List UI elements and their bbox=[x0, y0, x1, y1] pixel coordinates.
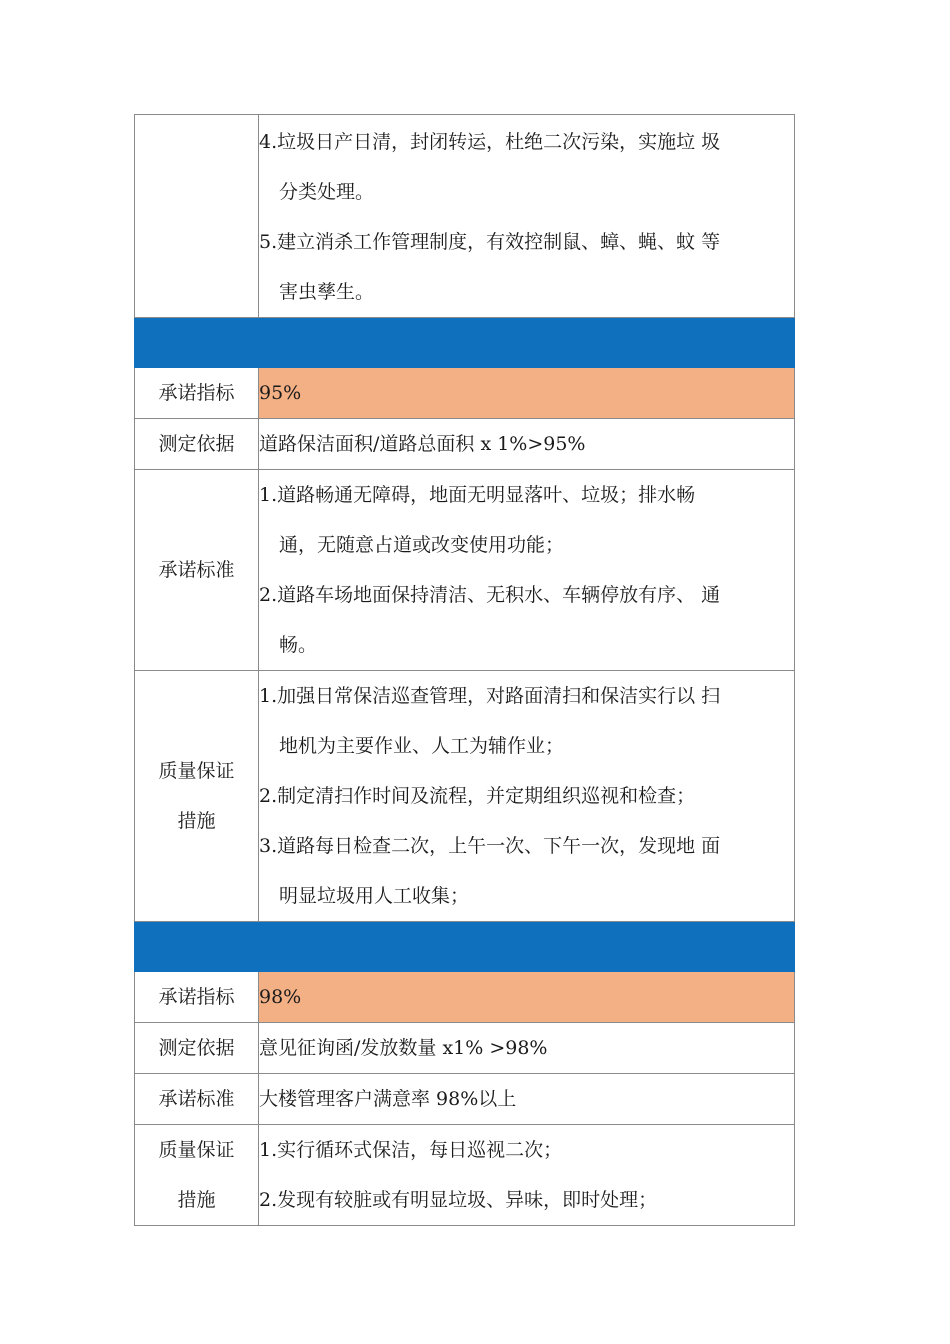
list-item: 1.实行循环式保洁，每日巡视二次； bbox=[259, 1139, 563, 1161]
table-row bbox=[135, 972, 795, 1023]
table-row bbox=[135, 671, 795, 922]
index-value bbox=[259, 972, 795, 1023]
list-item: 4.垃圾日产日清，封闭转运，杜绝二次污染，实施垃 圾 bbox=[259, 131, 721, 153]
basis-value bbox=[259, 1023, 795, 1074]
list-item: 2.制定清扫作时间及流程，并定期组织巡视和检查； bbox=[259, 785, 696, 807]
table-row bbox=[135, 470, 795, 671]
measures-label bbox=[135, 1125, 259, 1226]
list-item: 1.加强日常保洁巡查管理，对路面清扫和保洁实行以 扫 bbox=[259, 685, 721, 707]
previous-section-content bbox=[259, 115, 795, 318]
standard-label: 承诺标准 bbox=[135, 470, 259, 671]
basis-value-text: 意见征询函/发放数量 x1% >98% bbox=[259, 1037, 548, 1059]
measures-label-line1: 质量保证 bbox=[158, 760, 235, 782]
list-item: 2.道路车场地面保持清洁、无积水、车辆停放有序、 通 bbox=[259, 584, 721, 606]
basis-label: 测定依据 bbox=[135, 1023, 259, 1074]
table-row bbox=[135, 1125, 795, 1226]
section-header-bar-cell bbox=[135, 922, 795, 972]
measures-label bbox=[135, 671, 259, 922]
list-item-continued: 通，无随意占道或改变使用功能； bbox=[279, 534, 565, 556]
table-row bbox=[135, 368, 795, 419]
section-header-bar bbox=[135, 318, 795, 368]
measures-label-line2: 措施 bbox=[177, 810, 216, 832]
table-row bbox=[135, 1074, 795, 1125]
index-label: 承诺指标 bbox=[135, 972, 259, 1023]
standard-label: 承诺标准 bbox=[135, 1074, 259, 1125]
list-item-continued: 畅。 bbox=[279, 634, 318, 656]
empty-label-cell bbox=[135, 115, 259, 318]
list-item-continued: 害虫孳生。 bbox=[279, 281, 375, 303]
index-value bbox=[259, 368, 795, 419]
list-item-continued: 明显垃圾用人工收集； bbox=[279, 885, 470, 907]
list-item: 2.发现有较脏或有明显垃圾、异味，即时处理； bbox=[259, 1189, 658, 1211]
table-row bbox=[135, 115, 795, 318]
standard-value-text: 大楼管理客户满意率 98%以上 bbox=[259, 1088, 517, 1110]
table-row bbox=[135, 1023, 795, 1074]
service-standards-table bbox=[134, 114, 795, 1226]
list-item: 5.建立消杀工作管理制度，有效控制鼠、蟑、蝇、蚊 等 bbox=[259, 231, 721, 253]
basis-value bbox=[259, 419, 795, 470]
list-item-continued: 地机为主要作业、人工为辅作业； bbox=[279, 735, 565, 757]
index-value-text: 95% bbox=[259, 382, 302, 404]
list-item: 1.道路畅通无障碍，地面无明显落叶、垃圾；排水畅 bbox=[259, 484, 696, 506]
basis-label: 测定依据 bbox=[135, 419, 259, 470]
measures-content bbox=[259, 1125, 795, 1226]
measures-content bbox=[259, 671, 795, 922]
section-header-bar bbox=[135, 922, 795, 972]
index-value-text: 98% bbox=[259, 986, 302, 1008]
measures-label-line1: 质量保证 bbox=[158, 1139, 235, 1161]
basis-value-text: 道路保洁面积/道路总面积 x 1%>95% bbox=[259, 433, 586, 455]
index-label: 承诺指标 bbox=[135, 368, 259, 419]
list-item-continued: 分类处理。 bbox=[279, 181, 375, 203]
measures-label-line2: 措施 bbox=[177, 1189, 216, 1211]
table-row bbox=[135, 419, 795, 470]
standard-content bbox=[259, 470, 795, 671]
section-header-bar-cell bbox=[135, 318, 795, 368]
standard-content bbox=[259, 1074, 795, 1125]
list-item: 3.道路每日检查二次，上午一次、下午一次，发现地 面 bbox=[259, 835, 721, 857]
